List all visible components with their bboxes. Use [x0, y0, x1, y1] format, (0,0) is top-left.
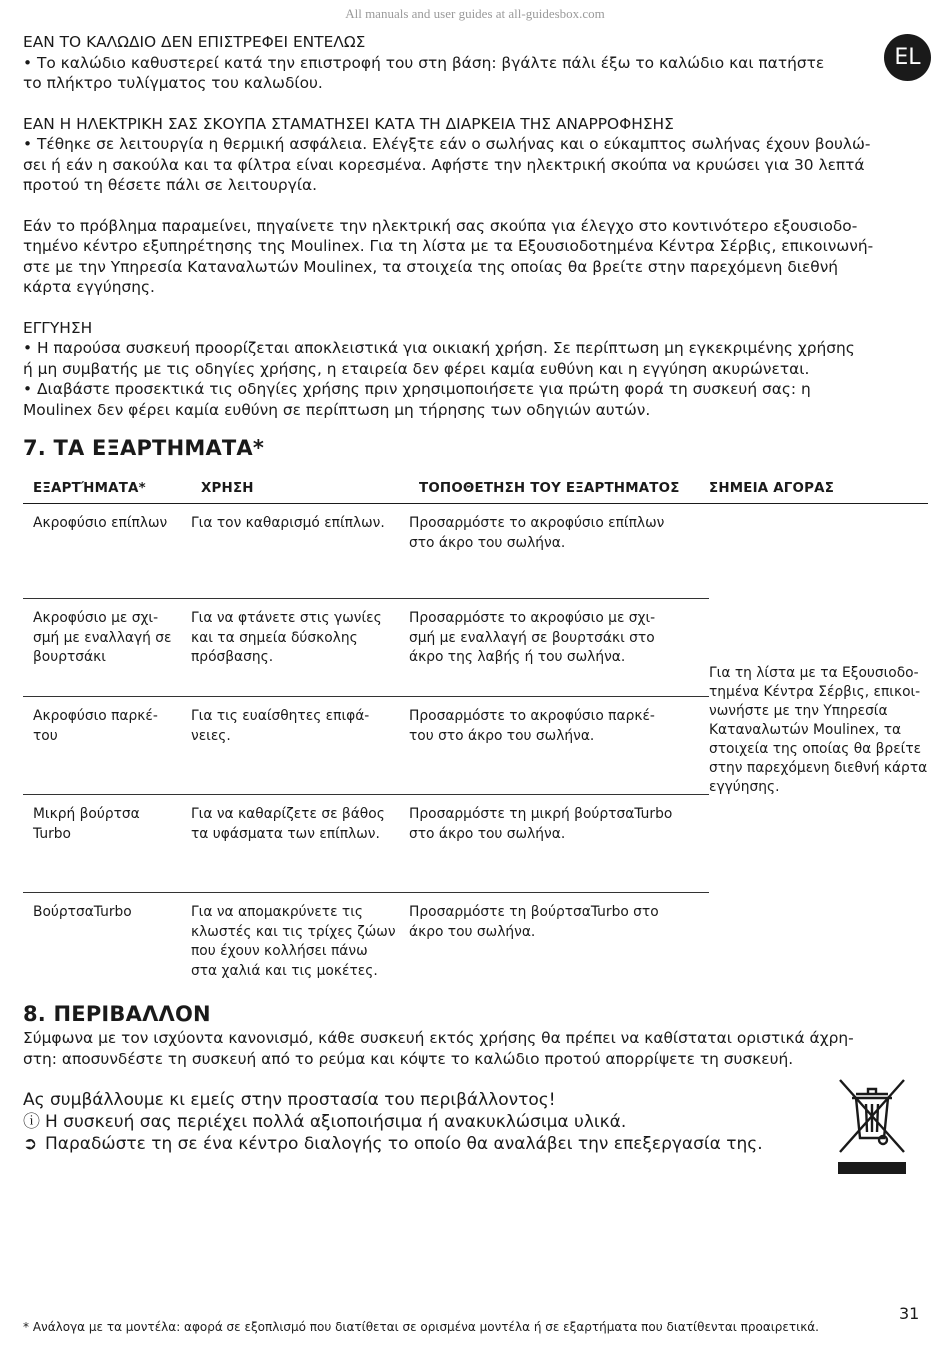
accessory-fitting-line: Προσαρμόστε τη βούρτσαTurbo στο [409, 904, 659, 920]
purchase-info-line: στην παρεχόμενη διεθνή κάρτα [709, 760, 928, 776]
accessory-fitting-line: άκρο της λαβής ή του σωλήνα. [409, 649, 626, 665]
environment-line [23, 1111, 923, 1133]
accessory-use [191, 504, 409, 598]
accessory-use-line: τα υφάσματα των επίπλων. [191, 825, 380, 842]
accessory-name-line: Ακροφύσιο με σχι- [33, 610, 159, 626]
arrow-icon: ➲ [23, 1134, 38, 1154]
table-row [23, 504, 709, 599]
cord-line: • Το καλώδιο καθυστερεί κατά την επιστροφή του στη βάση: βγάλτε πάλι έξω το καλώδιο και πατήστε [23, 53, 825, 72]
accessory-fitting [409, 893, 699, 1003]
accessory-fitting-line: σμή με εναλλαγή σε βουρτσάκι στο [409, 629, 655, 646]
accessory-use-line: στα χαλιά και τις μοκέτες. [191, 962, 378, 979]
accessory-use-line: που έχουν κολλήσει πάνω [191, 943, 368, 959]
environment-line: Ας συμβάλλουμε κι εμείς στην προστασία του περιβάλλοντος! [23, 1090, 556, 1110]
header-purchase: ΣΗΜΕΙΑ ΑΓΟΡΑΣ [709, 481, 835, 496]
accessory-use-line: και τα σημεία δύσκολης [191, 629, 358, 646]
section-7-title: 7. ΤΑ ΕΞΑΡΤΗΜΑΤΑ* [23, 436, 265, 460]
warranty-line: ή μη συμβατής με τις οδηγίες χρήσης, η εταιρεία δεν φέρει καμία ευθύνη και η εγγύηση ακυρώνεται. [23, 359, 810, 378]
cord-line: το πλήκτρο τυλίγματος του καλωδίου. [23, 74, 323, 92]
accessory-fitting [409, 795, 699, 892]
accessory-fitting [409, 599, 699, 696]
accessory-name [23, 599, 191, 696]
table-row [23, 893, 709, 1003]
purchase-info-line: νωνήστε με την Υπηρεσία [709, 703, 888, 719]
stop-line: προτού τη θέσετε πάλι σε λειτουργία. [23, 176, 318, 194]
info-icon: ⓘ [23, 1112, 40, 1132]
warranty-line: • Η παρούσα συσκευή προορίζεται αποκλειστικά για οικιακή χρήση. Σε περίπτωση μη εγκεκριμένης χρήσης [23, 339, 855, 357]
problem-line: τημένο κέντρο εξυπηρέτησης της Moulinex. Για τη λίστα με τα Εξουσιοδοτημένα Κέντρα Σέρβις, επικοινωνή- [23, 237, 874, 255]
accessory-fitting [409, 504, 699, 598]
warranty-line: Moulinex δεν φέρει καμία ευθύνη σε περίπτωση μη τήρησης των οδηγιών αυτών. [23, 400, 651, 419]
purchase-info-line: εγγύησης. [709, 779, 780, 795]
cord-title: ΕΑΝ ΤΟ ΚΑΛΩΔΙΟ ΔΕΝ ΕΠΙΣΤΡΕΦΕΙ ΕΝΤΕΛΩΣ [23, 33, 366, 51]
accessory-name-line: Ακροφύσιο παρκέ- [33, 708, 158, 724]
purchase-info [709, 664, 928, 797]
accessory-use-line: Για τον καθαρισμό επίπλων. [191, 515, 385, 531]
purchase-info-line: τημένα Κέντρα Σέρβις, επικοι- [709, 684, 921, 700]
table-row [23, 697, 709, 795]
purchase-info-line: στοιχεία της οποίας θα βρείτε [709, 741, 922, 757]
accessory-fitting [409, 697, 699, 794]
environment-line: στη: αποσυνδέστε τη συσκευή από το ρεύμα και κόψτε το καλώδιο προτού απορρίψετε τη συσκευή. [23, 1049, 794, 1068]
stop-line: σει ή εάν η σακούλα και τα φίλτρα είναι κορεσμένα. Αφήστε την ηλεκτρική σκούπα να κρυώσει για 30 λεπτά [23, 155, 865, 174]
header-accessories: ΕΞΑΡΤΉΜΑΤΑ* [33, 481, 146, 496]
accessory-use-line: Για τις ευαίσθητες επιφά- [191, 708, 370, 724]
accessory-fitting-line: Προσαρμόστε τη μικρή βούρτσαTurbo [409, 806, 673, 822]
problem-line: στε με την Υπηρεσία Καταναλωτών Moulinex, τα στοιχεία της οποίας θα βρείτε στην παρεχόμενη διεθνή [23, 257, 839, 276]
accessory-use-line: Για να φτάνετε στις γωνίες [191, 610, 382, 626]
header-use: ΧΡΗΣΗ [201, 481, 254, 496]
table-row [23, 795, 709, 893]
troubleshooting-text [23, 32, 923, 462]
accessory-fitting-line: στο άκρο του σωλήνα. [409, 534, 566, 551]
accessory-name-line: Turbo [33, 825, 71, 842]
warranty-title: ΕΓΓΥΗΣΗ [23, 318, 93, 337]
environment-section [23, 1000, 923, 1155]
accessory-fitting-line: Προσαρμόστε το ακροφύσιο με σχι- [409, 610, 656, 626]
accessory-use-line: Για να απομακρύνετε τις [191, 904, 363, 920]
accessory-use [191, 697, 409, 794]
accessory-fitting-line: στο άκρο του σωλήνα. [409, 825, 566, 842]
footnote: * Ανάλογα με τα μοντέλα: αφορά σε εξοπλισμό που διατίθεται σε ορισμένα μοντέλα ή σε εξαρτήματα που διατίθενται προαιρετικά. [23, 1320, 819, 1334]
header-fitting: ΤΟΠΟΘΕΤΗΣΗ ΤΟΥ ΕΞΑΡΤΗΜΑΤΟΣ [419, 481, 680, 496]
accessory-use-line: νειες. [191, 727, 231, 744]
purchase-info-line: Για τη λίστα με τα Εξουσιοδο- [709, 665, 919, 681]
environment-line: Σύμφωνα με τον ισχύοντα κανονισμό, κάθε συσκευή εκτός χρήσης θα πρέπει να καθίσταται οριστικά άχρη- [23, 1029, 854, 1047]
accessory-name [23, 504, 191, 598]
accessory-name [23, 893, 191, 1003]
table-body [23, 504, 928, 1003]
accessory-name-line: Μικρή βούρτσα [33, 806, 140, 822]
accessory-use [191, 893, 409, 1003]
accessory-fitting-line: του στο άκρο του σωλήνα. [409, 727, 595, 744]
stop-line: • Τέθηκε σε λειτουργία η θερμική ασφάλεια. Ελέγξτε εάν ο σωλήνας και ο εύκαμπτος σωλήνας έχουν βουλώ- [23, 135, 871, 153]
accessory-name [23, 697, 191, 794]
accessories-table [23, 474, 928, 1003]
table-header [23, 474, 928, 504]
accessory-use-line: κλωστές και τις τρίχες ζώων [191, 923, 396, 940]
table-row [23, 599, 709, 697]
environment-text: Παραδώστε τη σε ένα κέντρο διαλογής το οποίο θα αναλάβει την επεξεργασία της. [45, 1134, 763, 1154]
language-badge: EL [884, 34, 931, 81]
weee-crossed-bin-icon [836, 1076, 908, 1176]
accessory-fitting-line: Προσαρμόστε το ακροφύσιο παρκέ- [409, 708, 655, 724]
accessory-name [23, 795, 191, 892]
section-8-title: 8. ΠΕΡΙΒΑΛΛΟΝ [23, 1002, 211, 1026]
accessory-name-line: Ακροφύσιο επίπλων [33, 515, 168, 531]
accessory-name-line: βουρτσάκι [33, 649, 106, 665]
problem-line: Εάν το πρόβλημα παραμείνει, πηγαίνετε την ηλεκτρική σας σκούπα για έλεγχο στο κοντινότερο εξουσιοδο- [23, 216, 858, 235]
accessory-name-line: του [33, 727, 58, 744]
page-number: 31 [899, 1304, 920, 1323]
warranty-line: • Διαβάστε προσεκτικά τις οδηγίες χρήσης πριν χρησιμοποιήσετε για πρώτη φορά τη συσκευή σας: η [23, 380, 811, 398]
environment-line [23, 1133, 923, 1155]
accessory-fitting-line: Προσαρμόστε το ακροφύσιο επίπλων [409, 515, 665, 531]
accessory-name-line: ΒούρτσαTurbo [33, 904, 132, 920]
watermark: All manuals and user guides at all-guidesbox.com [345, 6, 605, 21]
accessory-use-line: Για να καθαρίζετε σε βάθος [191, 806, 385, 822]
accessory-use-line: πρόσβασης. [191, 649, 274, 665]
accessory-use [191, 599, 409, 696]
problem-line: κάρτα εγγύησης. [23, 278, 155, 296]
purchase-info-line: Καταναλωτών Moulinex, τα [709, 722, 902, 738]
accessory-use [191, 795, 409, 892]
accessory-fitting-line: άκρο του σωλήνα. [409, 923, 536, 940]
stop-title: ΕΑΝ Η ΗΛΕΚΤΡΙΚΗ ΣΑΣ ΣΚΟΥΠΑ ΣΤΑΜΑΤΗΣΕΙ ΚΑΤΑ ΤΗ ΔΙΑΡΚΕΙΑ ΤΗΣ ΑΝΑΡΡΟΦΗΣΗΣ [23, 114, 674, 133]
environment-text: Η συσκευή σας περιέχει πολλά αξιοποιήσιμα ή ανακυκλώσιμα υλικά. [45, 1112, 627, 1132]
accessory-name-line: σμή με εναλλαγή σε [33, 629, 172, 646]
